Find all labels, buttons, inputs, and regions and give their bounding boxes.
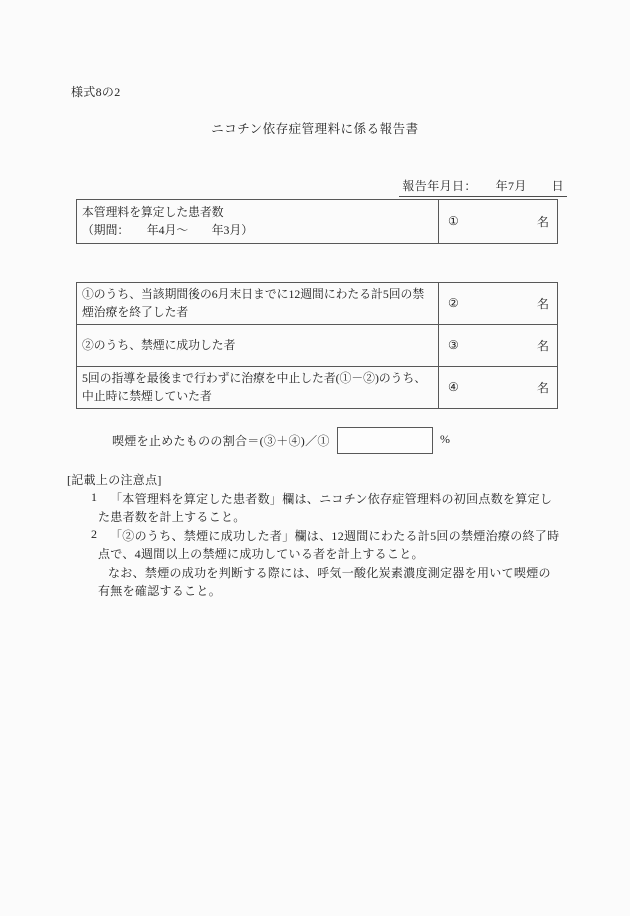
row-label: 煙治療を終了した者 bbox=[82, 304, 189, 319]
percent-sign: % bbox=[440, 432, 450, 446]
row-label-cell bbox=[77, 325, 438, 366]
note-item-text: た患者数を計上すること。 bbox=[98, 510, 246, 524]
table-row bbox=[77, 200, 557, 243]
row-label-period: （期間： 年4月～ 年3月） bbox=[82, 222, 254, 237]
treatment-outcomes-table bbox=[76, 282, 558, 409]
count-cell-1[interactable] bbox=[438, 200, 557, 243]
row-label: ②のうち、禁煙に成功した者 bbox=[82, 337, 236, 352]
note-item-number: 2 bbox=[91, 527, 98, 541]
page-title: ニコチン依存症管理料に係る報告書 bbox=[211, 122, 419, 136]
table-row bbox=[77, 283, 557, 324]
note-item-text: 「②のうち、禁煙に成功した者」欄は、12週間にわたる計5回の禁煙治療の終了時 bbox=[110, 529, 560, 543]
note-item-text: 点で、4週間以上の禁煙に成功している者を計上すること。 bbox=[98, 547, 424, 561]
row-label: 中止時に禁煙していた者 bbox=[82, 388, 212, 403]
table-row bbox=[77, 324, 557, 366]
report-date-line: 報告年月日： 年7月 日 bbox=[399, 177, 567, 197]
note-item-number: 1 bbox=[91, 490, 98, 504]
quit-rate-input-box[interactable] bbox=[337, 427, 433, 454]
row-label-cell bbox=[77, 200, 438, 243]
circled-number-4: ④ bbox=[448, 380, 459, 394]
unit-label: 名 bbox=[536, 381, 549, 395]
quit-rate-formula-label: 喫煙を止めたものの割合＝(③＋④)／① bbox=[112, 434, 330, 448]
circled-number-2: ② bbox=[448, 296, 459, 310]
form-code: 様式8の2 bbox=[71, 85, 121, 99]
note-item-text: 「本管理料を算定した患者数」欄は、ニコチン依存症管理料の初回点数を算定し bbox=[110, 492, 553, 506]
notes-heading: [記載上の注意点] bbox=[67, 473, 162, 487]
note-item-text: なお、禁煙の成功を判断する際には、呼気一酸化炭素濃度測定器を用いて喫煙の bbox=[108, 566, 551, 580]
row-label: 5回の指導を最後まで行わずに治療を中止した者(①－②)のうち、 bbox=[82, 371, 427, 385]
row-label: ①のうち、当該期間後の6月末日までに12週間にわたる計5回の禁 bbox=[82, 287, 425, 301]
row-label: 本管理料を算定した患者数 bbox=[82, 205, 224, 219]
unit-label: 名 bbox=[536, 215, 549, 229]
calculated-patients-table bbox=[76, 199, 558, 244]
note-item-text: 有無を確認すること。 bbox=[98, 584, 222, 598]
count-cell-3[interactable] bbox=[438, 325, 557, 366]
count-cell-4[interactable] bbox=[438, 367, 557, 408]
unit-label: 名 bbox=[536, 297, 549, 311]
row-label-cell bbox=[77, 367, 438, 408]
circled-number-3: ③ bbox=[448, 338, 459, 352]
row-label-cell bbox=[77, 283, 438, 324]
table-row bbox=[77, 366, 557, 408]
unit-label: 名 bbox=[536, 339, 549, 353]
count-cell-2[interactable] bbox=[438, 283, 557, 324]
circled-number-1: ① bbox=[448, 214, 459, 228]
